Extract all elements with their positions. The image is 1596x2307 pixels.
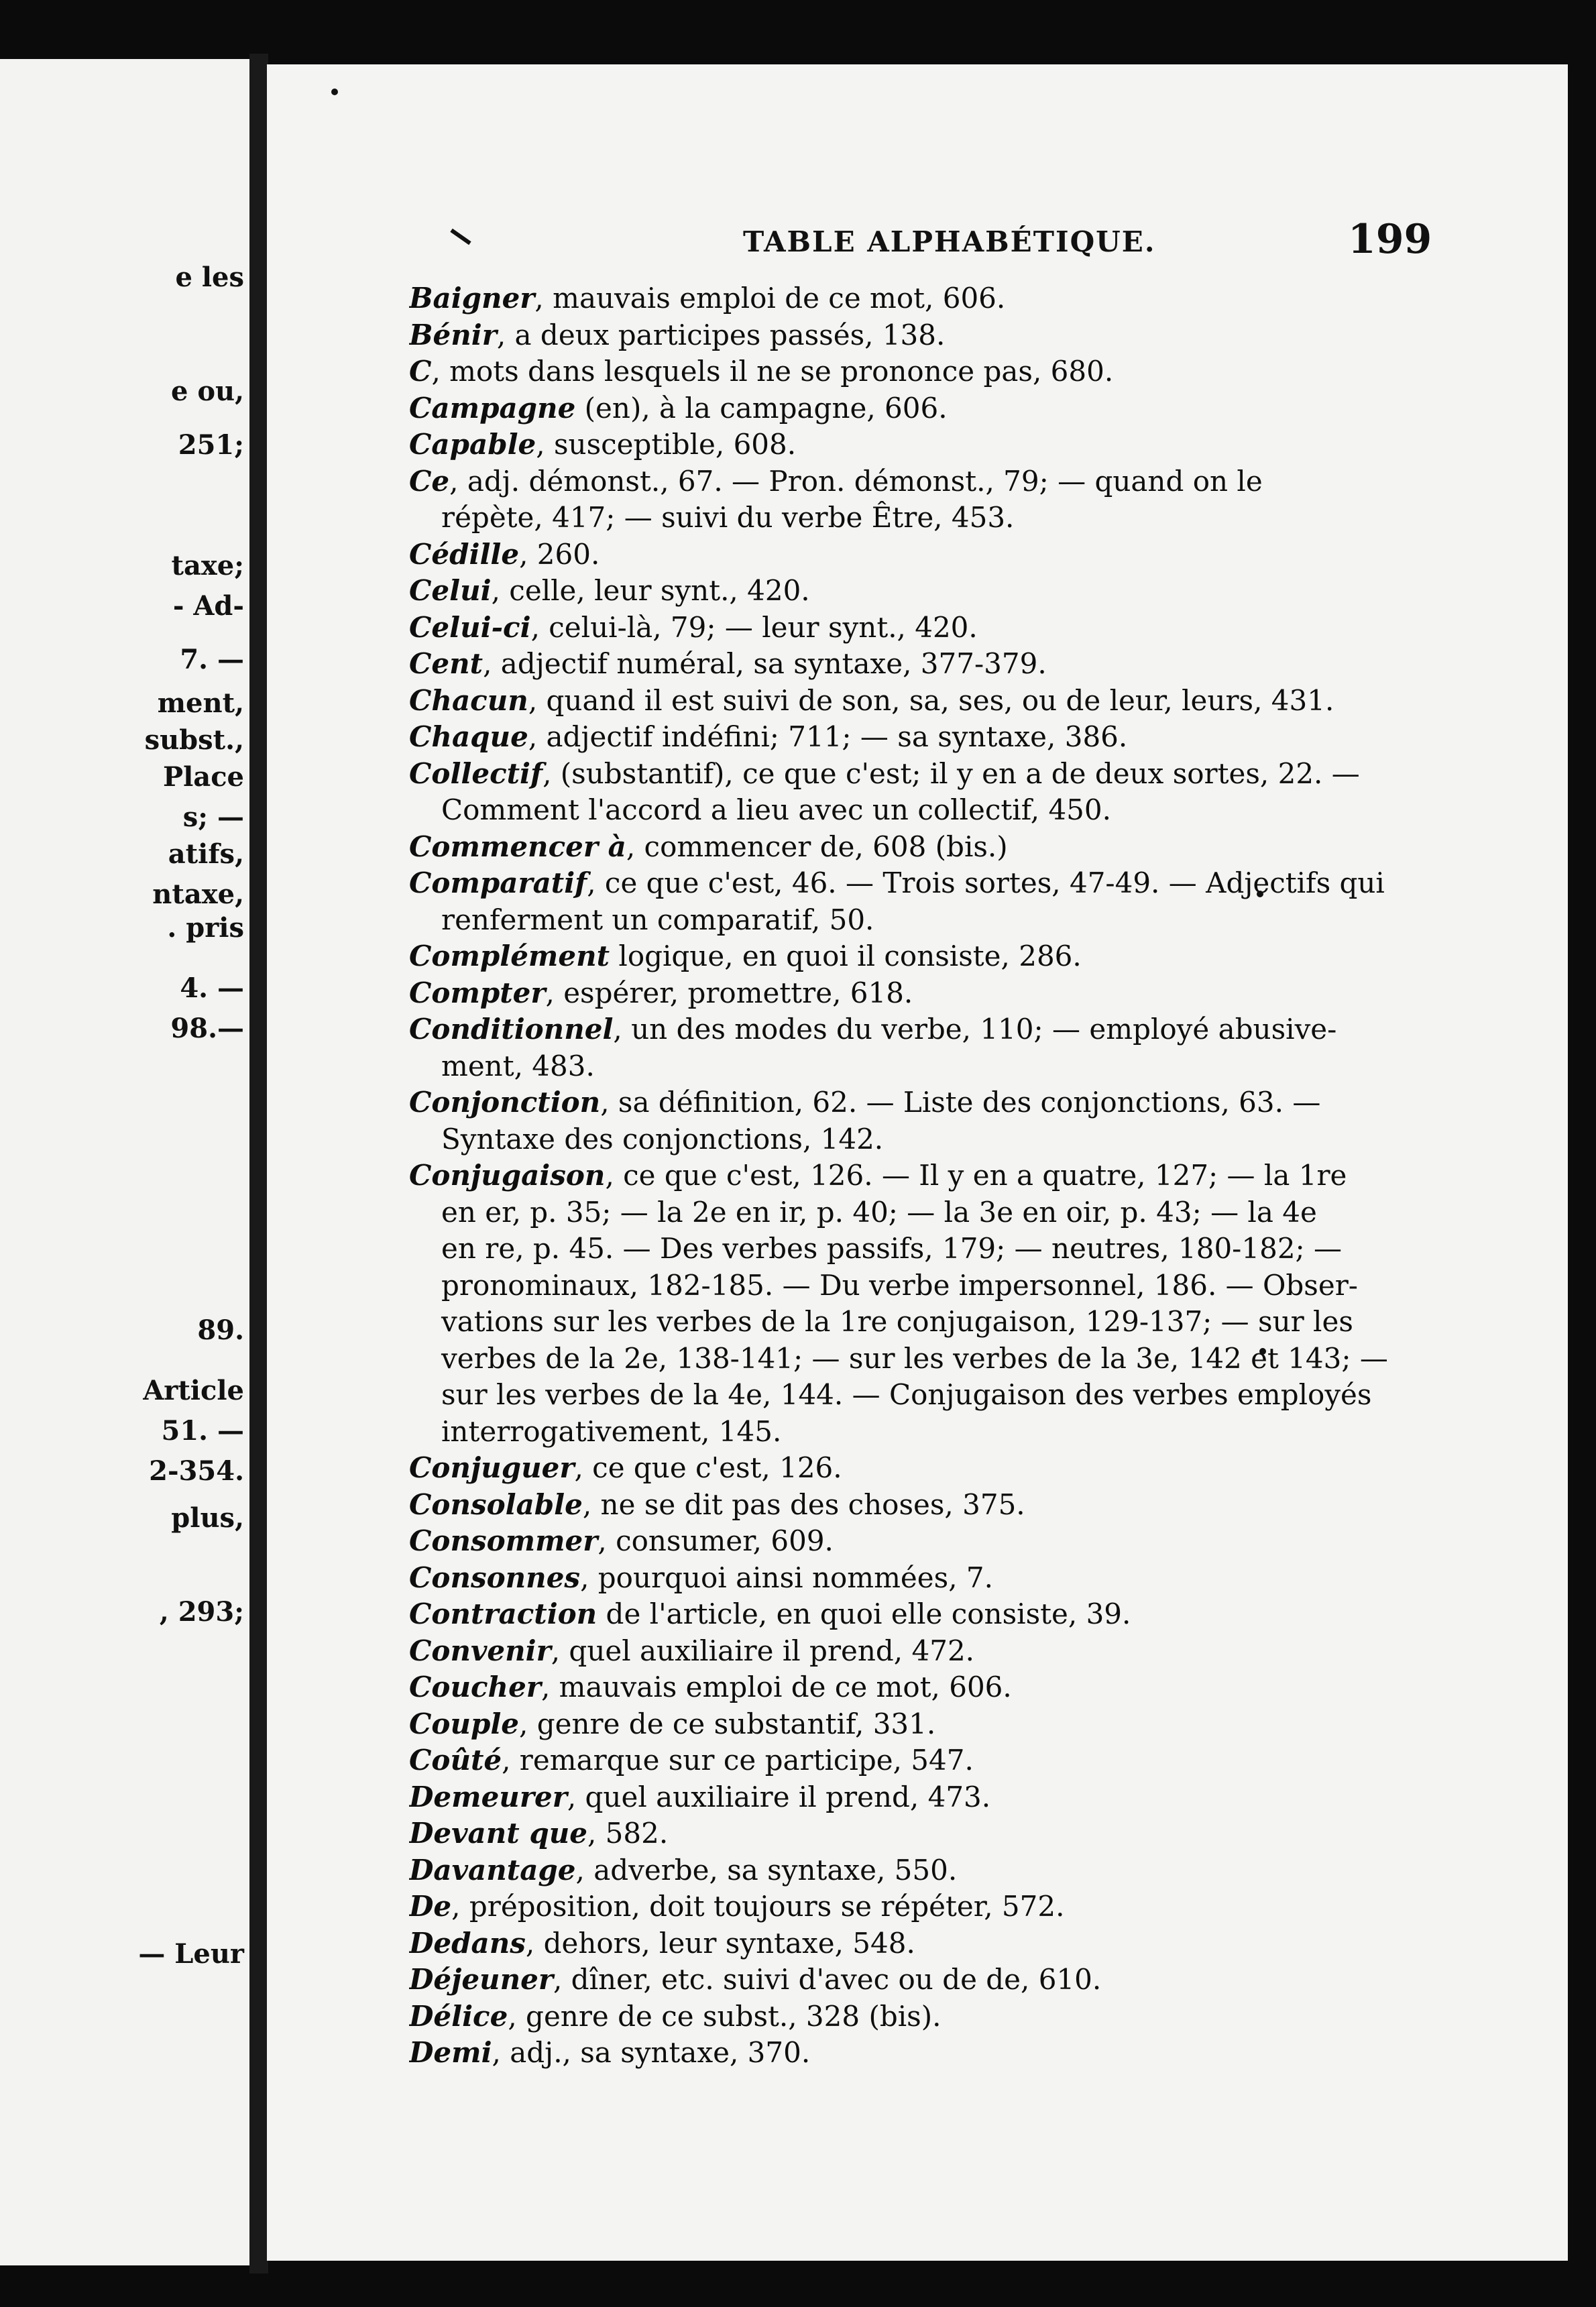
index-entry <box>409 573 1402 610</box>
book-gutter <box>249 54 268 2273</box>
left-page-fragment: e ou, <box>170 376 244 407</box>
entry-term: Consommer <box>409 1524 598 1557</box>
index-entry <box>409 1962 1402 1999</box>
index-entry <box>409 317 1402 354</box>
index-entry-continuation <box>409 1121 1402 1158</box>
index-entry <box>409 2035 1402 2072</box>
entry-text: , ce que c'est, 46. — Trois sortes, 47-49. — Adjectifs qui <box>587 866 1385 899</box>
entry-text: , quel auxiliaire il prend, 472. <box>551 1634 975 1667</box>
entry-text: , adverbe, sa syntaxe, 550. <box>575 1853 958 1887</box>
index-entry <box>409 1633 1402 1670</box>
entry-text: , celle, leur synt., 420. <box>491 574 810 607</box>
entry-text: vations sur les verbes de la 1re conjugaison, 129-137; — sur les <box>441 1305 1353 1338</box>
index-entry <box>409 1450 1402 1487</box>
left-page-fragment: e les <box>175 262 244 293</box>
entry-text: Comment l'accord a lieu avec un collectif, 450. <box>441 793 1111 826</box>
entry-text: renferment un comparatif, 50. <box>441 903 874 936</box>
index-entry-continuation <box>409 1304 1402 1341</box>
entry-term: Dedans <box>409 1926 526 1960</box>
entry-term: Chaque <box>409 720 528 753</box>
entry-text: , genre de ce substantif, 331. <box>519 1707 936 1740</box>
left-page-fragment: atifs, <box>168 838 244 870</box>
index-entry-continuation <box>409 1341 1402 1377</box>
index-entry <box>409 1487 1402 1524</box>
page-number: 199 <box>1348 216 1432 263</box>
index-entry <box>409 1889 1402 1925</box>
entry-text: ment, 483. <box>441 1049 595 1082</box>
entry-text: verbes de la 2e, 138-141; — sur les verbes de la 3e, 142 et 143; — <box>441 1341 1388 1375</box>
entry-text: , pourquoi ainsi nommées, 7. <box>580 1561 993 1594</box>
index-entry-continuation <box>409 1377 1402 1414</box>
index-entry-continuation <box>409 792 1402 829</box>
entry-term: Conjuguer <box>409 1451 575 1484</box>
entry-term: Bénir <box>409 318 497 351</box>
entry-text: , mauvais emploi de ce mot, 606. <box>534 282 1006 315</box>
entry-term: Complément <box>409 940 610 972</box>
left-page-fragment: subst., <box>144 724 244 756</box>
index-entry <box>409 537 1402 573</box>
entry-term: Cent <box>409 647 483 680</box>
index-entry-continuation <box>409 1194 1402 1231</box>
index-entry <box>409 1011 1402 1048</box>
index-entry <box>409 756 1402 793</box>
left-page-fragment: Article <box>143 1375 244 1406</box>
index-entry-continuation <box>409 1231 1402 1268</box>
index-entry <box>409 646 1402 683</box>
left-page-fragment: 251; <box>178 429 244 461</box>
index-entry <box>409 353 1402 390</box>
entry-text: sur les verbes de la 4e, 144. — Conjugaison des verbes employés <box>441 1378 1372 1411</box>
entry-term: Coucher <box>409 1671 541 1703</box>
entry-text: , un des modes du verbe, 110; — employé abusive- <box>613 1013 1337 1046</box>
entry-term: Collectif <box>409 756 543 790</box>
index-entry <box>409 427 1402 463</box>
index-entry <box>409 463 1402 500</box>
left-page-fragment: 7. — <box>180 644 244 675</box>
entry-term: Coûté <box>409 1744 502 1777</box>
index-entry <box>409 1560 1402 1597</box>
index-entry <box>409 1742 1402 1779</box>
index-entry-continuation <box>409 1414 1402 1451</box>
index-entry <box>409 1779 1402 1816</box>
entry-term: Conjugaison <box>409 1159 606 1192</box>
entry-term: Consonnes <box>409 1561 581 1594</box>
left-page-fragment: 98.— <box>170 1013 244 1044</box>
index-entry-continuation <box>409 1048 1402 1085</box>
index-entry <box>409 865 1402 902</box>
index-entry <box>409 829 1402 866</box>
index-entry-continuation <box>409 500 1402 537</box>
entry-term: Délice <box>409 1999 508 2033</box>
entry-term: Celui-ci <box>409 610 531 644</box>
entry-term: Capable <box>409 428 536 461</box>
entry-text: , quand il est suivi de son, sa, ses, ou de leur, leurs, 431. <box>528 683 1334 717</box>
left-page-fragment: . pris <box>167 912 244 944</box>
index-entry <box>409 1669 1402 1706</box>
left-page-fragment: - Ad- <box>172 590 244 622</box>
entry-text: , ce que c'est, 126. <box>574 1451 842 1484</box>
index-entry <box>409 938 1402 975</box>
entry-text: , genre de ce subst., 328 (bis). <box>508 1999 942 2033</box>
left-page-fragment: , 293; <box>159 1596 244 1628</box>
entry-text: , sa définition, 62. — Liste des conjonctions, 63. — <box>600 1086 1321 1119</box>
index-entry <box>409 280 1402 317</box>
entry-text: , adj., sa syntaxe, 370. <box>492 2036 811 2069</box>
entry-text: pronominaux, 182-185. — Du verbe impersonnel, 186. — Obser- <box>441 1268 1358 1302</box>
entry-term: Ce <box>409 464 450 498</box>
entry-text: , consumer, 609. <box>597 1524 834 1557</box>
entry-text: , ne se dit pas des choses, 375. <box>582 1487 1025 1521</box>
entry-term: Consolable <box>409 1487 583 1521</box>
entry-term: Demi <box>409 2036 492 2069</box>
entry-term: Conjonction <box>409 1086 601 1119</box>
index-entry <box>409 1084 1402 1121</box>
index-entry <box>409 975 1402 1012</box>
left-page-edge <box>0 59 249 2265</box>
left-page-fragment: 51. — <box>161 1415 244 1447</box>
left-page-fragment: plus, <box>171 1502 244 1534</box>
entry-text: , ce que c'est, 126. — Il y en a quatre, 127; — la 1re <box>605 1159 1347 1192</box>
entry-text: , dîner, etc. suivi d'avec ou de de, 610. <box>553 1963 1102 1996</box>
left-page-fragment: 4. — <box>180 972 244 1004</box>
entry-term: Celui <box>409 574 492 607</box>
entry-term: Campagne <box>409 391 576 425</box>
left-page-fragment: ntaxe, <box>152 879 244 910</box>
entry-text: , 582. <box>587 1817 669 1850</box>
entry-text: Syntaxe des conjonctions, 142. <box>441 1122 884 1156</box>
entry-term: Cédille <box>409 537 520 571</box>
left-page-fragment: ment, <box>157 687 244 719</box>
entry-text: , commencer de, 608 (bis.) <box>626 830 1008 863</box>
entry-text: , quel auxiliaire il prend, 473. <box>567 1780 991 1813</box>
running-head: TABLE ALPHABÉTIQUE. <box>743 225 1156 258</box>
entry-text: , a deux participes passés, 138. <box>496 318 946 351</box>
entry-text: en re, p. 45. — Des verbes passifs, 179; — neutres, 180-182; — <box>441 1232 1343 1265</box>
left-page-fragment: Place <box>163 761 244 793</box>
entry-term: Convenir <box>409 1634 551 1667</box>
index-entry <box>409 1158 1402 1194</box>
entry-term: C <box>409 355 432 388</box>
entry-text: , préposition, doit toujours se répéter, 572. <box>451 1890 1065 1923</box>
index-entry-continuation <box>409 1268 1402 1304</box>
entry-text: , mauvais emploi de ce mot, 606. <box>540 1671 1012 1703</box>
index-entry <box>409 719 1402 756</box>
index-entry <box>409 683 1402 720</box>
entry-text: logique, en quoi il consiste, 286. <box>610 940 1082 972</box>
entry-text: , celui-là, 79; — leur synt., 420. <box>530 610 978 644</box>
entry-text: (en), à la campagne, 606. <box>575 391 948 425</box>
entry-text: , dehors, leur syntaxe, 548. <box>525 1926 915 1960</box>
entry-text: , espérer, promettre, 618. <box>545 976 913 1009</box>
entry-text: , adjectif numéral, sa syntaxe, 377-379. <box>483 647 1047 680</box>
entry-term: Comparatif <box>409 866 587 899</box>
entry-term: Couple <box>409 1707 520 1740</box>
index-entry <box>409 610 1402 646</box>
entry-text: de l'article, en quoi elle consiste, 39. <box>597 1597 1131 1630</box>
entry-term: Devant que <box>409 1817 587 1850</box>
entry-term: Déjeuner <box>409 1963 553 1996</box>
index-entry <box>409 1999 1402 2035</box>
entry-text: , (substantif), ce que c'est; il y en a de deux sortes, 22. — <box>543 756 1360 790</box>
entry-term: Chacun <box>409 683 528 717</box>
index-entry <box>409 1706 1402 1743</box>
index-entry <box>409 1523 1402 1560</box>
left-page-fragment: taxe; <box>171 550 244 581</box>
entry-term: Compter <box>409 976 546 1009</box>
entry-term: Commencer à <box>409 830 626 863</box>
left-page-fragment: 2-354. <box>149 1455 244 1487</box>
index-entry-continuation <box>409 902 1402 939</box>
index-entry <box>409 1852 1402 1889</box>
entry-text: en er, p. 35; — la 2e en ir, p. 40; — la 3e en oir, p. 43; — la 4e <box>441 1195 1317 1229</box>
entry-term: De <box>409 1890 452 1923</box>
entry-text: , 260. <box>519 537 600 571</box>
index-entry <box>409 1815 1402 1852</box>
entry-text: , adj. démonst., 67. — Pron. démonst., 79; — quand on le <box>449 464 1263 498</box>
left-page-fragment: s; — <box>182 801 244 833</box>
index-entry <box>409 1925 1402 1962</box>
index-entry <box>409 1596 1402 1633</box>
entry-term: Contraction <box>409 1597 597 1630</box>
index-entry <box>409 390 1402 427</box>
index-entries <box>409 280 1402 2072</box>
left-page-fragment: — Leur <box>138 1938 244 1970</box>
entry-term: Davantage <box>409 1853 576 1887</box>
entry-text: répète, 417; — suivi du verbe Être, 453. <box>441 501 1015 534</box>
left-page-fragment: 89. <box>197 1314 244 1346</box>
entry-term: Baigner <box>409 282 535 315</box>
entry-text: , mots dans lesquels il ne se prononce pas, 680. <box>431 355 1114 388</box>
entry-term: Demeurer <box>409 1780 567 1813</box>
entry-text: interrogativement, 145. <box>441 1414 782 1448</box>
entry-term: Conditionnel <box>409 1013 614 1046</box>
entry-text: , adjectif indéfini; 711; — sa syntaxe, 386. <box>528 720 1128 753</box>
entry-text: , susceptible, 608. <box>536 428 797 461</box>
speck <box>331 89 338 95</box>
entry-text: , remarque sur ce participe, 547. <box>502 1744 974 1777</box>
